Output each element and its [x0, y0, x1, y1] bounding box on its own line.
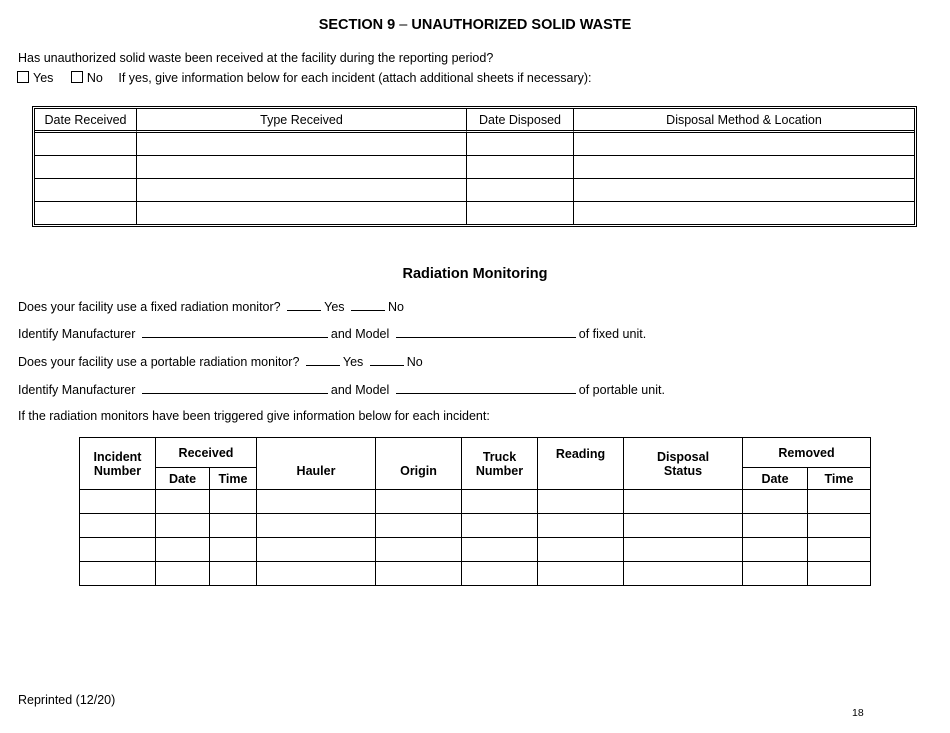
fixed-monitor-row: [18, 299, 404, 314]
portable-yes-label: Yes: [342, 355, 364, 369]
table-cell[interactable]: [376, 490, 462, 514]
fixed-model-label: and Model: [330, 327, 390, 341]
table-cell[interactable]: [462, 490, 538, 514]
reprinted-note: Reprinted (12/20): [18, 693, 116, 707]
fixed-manufacturer-blank[interactable]: [142, 326, 328, 338]
table-cell[interactable]: [574, 179, 914, 202]
table-cell[interactable]: [35, 133, 137, 156]
portable-yes-blank[interactable]: [306, 354, 340, 366]
waste-instruction: If yes, give information below for each incident (attach additional sheets if necessary):: [118, 71, 592, 85]
received-time-header: Time: [210, 468, 257, 490]
table-cell[interactable]: [808, 490, 871, 514]
table-row: [35, 202, 914, 224]
table-cell[interactable]: [743, 562, 808, 586]
table-cell[interactable]: [574, 156, 914, 179]
table-cell[interactable]: [624, 562, 743, 586]
table-cell[interactable]: [156, 514, 210, 538]
table-cell[interactable]: [538, 490, 624, 514]
table-cell[interactable]: [156, 538, 210, 562]
portable-model-label: and Model: [330, 383, 390, 397]
section-title: [0, 17, 950, 33]
table-cell[interactable]: [257, 562, 376, 586]
table-cell[interactable]: [376, 538, 462, 562]
waste-table: [32, 106, 917, 227]
section-title-prefix: SECTION 9: [318, 17, 396, 33]
table-cell[interactable]: [743, 514, 808, 538]
waste-header-date-disposed: Date Disposed: [467, 109, 574, 133]
fixed-manufacturer-row: [18, 326, 646, 341]
table-cell[interactable]: [808, 538, 871, 562]
fixed-no-blank[interactable]: [351, 299, 385, 311]
table-cell[interactable]: [137, 202, 467, 224]
incident-number-header: Incident Number: [80, 438, 156, 490]
portable-unit-label: of portable unit.: [578, 383, 665, 397]
table-cell[interactable]: [80, 514, 156, 538]
table-row: [80, 538, 871, 562]
page-number: 18: [852, 707, 864, 719]
table-cell[interactable]: [538, 538, 624, 562]
radiation-title: Radiation Monitoring: [402, 266, 548, 282]
table-cell[interactable]: [376, 514, 462, 538]
portable-no-blank[interactable]: [370, 354, 404, 366]
table-cell[interactable]: [210, 562, 257, 586]
table-cell[interactable]: [624, 538, 743, 562]
yes-checkbox[interactable]: [17, 71, 29, 83]
table-cell[interactable]: [257, 538, 376, 562]
reading-header: Reading: [538, 438, 624, 490]
table-cell[interactable]: [624, 514, 743, 538]
portable-manufacturer-blank[interactable]: [142, 382, 328, 394]
table-row: [35, 179, 914, 202]
disposal-status-header: Disposal Status: [624, 438, 743, 490]
no-checkbox-label: No: [86, 71, 103, 85]
table-cell[interactable]: [538, 562, 624, 586]
triggered-instruction: If the radiation monitors have been triggered give information below for each incident:: [18, 409, 490, 423]
portable-no-label: No: [406, 355, 423, 369]
table-cell[interactable]: [743, 538, 808, 562]
table-row: [35, 156, 914, 179]
table-row: [80, 562, 871, 586]
waste-question: Has unauthorized solid waste been received at the facility during the reporting period?: [18, 51, 494, 65]
table-row: [80, 514, 871, 538]
removed-date-header: Date: [743, 468, 808, 490]
waste-header-disposal-method: Disposal Method & Location: [574, 109, 914, 133]
portable-model-blank[interactable]: [396, 382, 576, 394]
table-cell[interactable]: [538, 514, 624, 538]
table-cell[interactable]: [376, 562, 462, 586]
table-cell[interactable]: [462, 514, 538, 538]
fixed-no-label: No: [388, 300, 404, 314]
table-cell[interactable]: [462, 538, 538, 562]
incident-table: [79, 437, 871, 586]
waste-answer-row: [17, 71, 592, 85]
table-cell[interactable]: [467, 179, 574, 202]
table-cell[interactable]: [210, 490, 257, 514]
table-cell[interactable]: [808, 514, 871, 538]
table-cell[interactable]: [80, 562, 156, 586]
received-date-header: Date: [156, 468, 210, 490]
table-cell[interactable]: [257, 514, 376, 538]
table-cell[interactable]: [210, 538, 257, 562]
table-cell[interactable]: [35, 156, 137, 179]
table-cell[interactable]: [156, 562, 210, 586]
no-checkbox[interactable]: [71, 71, 83, 83]
table-cell[interactable]: [257, 490, 376, 514]
table-cell[interactable]: [35, 179, 137, 202]
received-header: Received: [156, 438, 257, 468]
table-row: [80, 490, 871, 514]
table-cell[interactable]: [462, 562, 538, 586]
table-cell[interactable]: [137, 179, 467, 202]
table-cell[interactable]: [743, 490, 808, 514]
table-cell[interactable]: [467, 156, 574, 179]
table-cell[interactable]: [35, 202, 137, 224]
table-cell[interactable]: [574, 202, 914, 224]
section-title-main: UNAUTHORIZED SOLID WASTE: [411, 17, 632, 33]
portable-monitor-row: [18, 354, 423, 369]
portable-monitor-question: Does your facility use a portable radiation monitor?: [18, 355, 300, 369]
hauler-header: Hauler: [257, 438, 376, 490]
origin-header: Origin: [376, 438, 462, 490]
fixed-monitor-question: Does your facility use a fixed radiation monitor?: [18, 300, 281, 314]
fixed-manufacturer-label: Identify Manufacturer: [18, 327, 136, 341]
table-row: [35, 133, 914, 156]
yes-checkbox-label: Yes: [33, 71, 54, 85]
table-cell[interactable]: [137, 156, 467, 179]
table-cell[interactable]: [467, 133, 574, 156]
fixed-model-blank[interactable]: [396, 326, 576, 338]
fixed-yes-blank[interactable]: [287, 299, 321, 311]
table-cell[interactable]: [137, 133, 467, 156]
table-cell[interactable]: [210, 514, 257, 538]
table-cell[interactable]: [574, 133, 914, 156]
portable-manufacturer-row: [18, 382, 665, 397]
fixed-unit-label: of fixed unit.: [578, 327, 647, 341]
portable-manufacturer-label: Identify Manufacturer: [18, 383, 136, 397]
table-cell[interactable]: [80, 538, 156, 562]
fixed-yes-label: Yes: [324, 300, 345, 314]
waste-header-type-received: Type Received: [137, 109, 467, 133]
table-cell[interactable]: [467, 202, 574, 224]
waste-header-date-received: Date Received: [35, 109, 137, 133]
removed-time-header: Time: [808, 468, 871, 490]
table-cell[interactable]: [156, 490, 210, 514]
truck-number-header: Truck Number: [462, 438, 538, 490]
table-cell[interactable]: [624, 490, 743, 514]
table-cell[interactable]: [80, 490, 156, 514]
table-cell[interactable]: [808, 562, 871, 586]
section-title-dash: –: [395, 17, 412, 33]
removed-header: Removed: [743, 438, 871, 468]
